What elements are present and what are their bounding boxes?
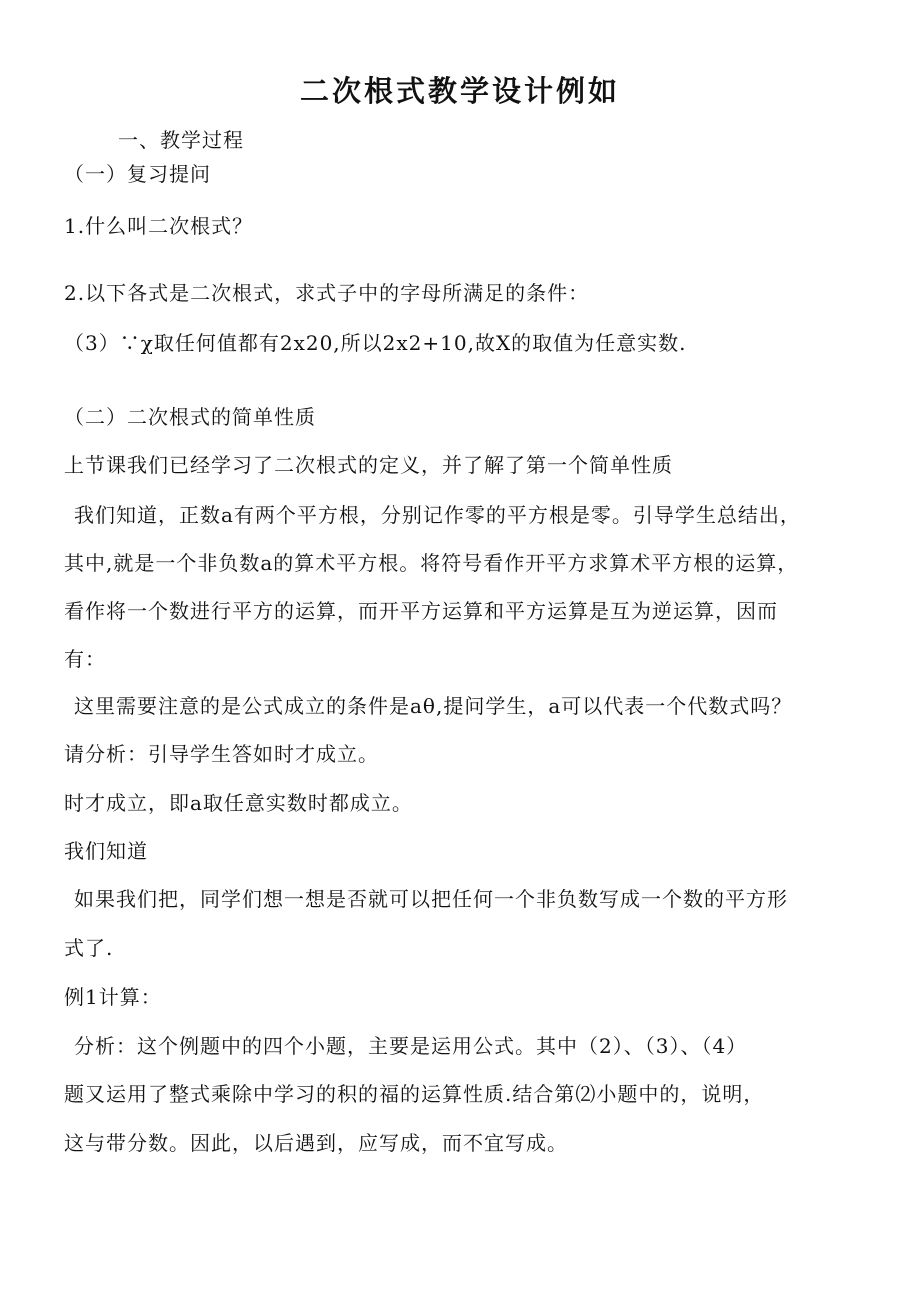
paragraph-line: 请分析：引导学生答如时才成立。 [64,742,379,766]
paragraph-line: 这与带分数。因此，以后遇到，应写成，而不宜写成。 [64,1131,568,1155]
document-title: 二次根式教学设计例如 [299,74,620,108]
paragraph-line: 式了. [64,936,114,960]
example-heading: 例1计算： [64,985,162,1009]
question-1: 1.什么叫二次根式？ [64,214,254,238]
paragraph-line: 这里需要注意的是公式成立的条件是aθ,提问学生，a可以代表一个代数式吗？ [74,694,793,718]
question-2: 2.以下各式是二次根式，求式子中的字母所满足的条件： [64,281,590,305]
paragraph-line: 我们知道，正数a有两个平方根，分别记作零的平方根是零。引导学生总结出， [74,503,801,527]
subsection-heading-review: （一）复习提问 [64,162,211,186]
paragraph-line: 题又运用了整式乘除中学习的积的福的运算性质.结合第⑵小题中的，说明， [64,1082,765,1106]
paragraph-line: 看作将一个数进行平方的运算，而开平方运算和平方运算是互为逆运算，因而 [64,599,778,623]
subsection-heading-properties: （二）二次根式的简单性质 [64,405,316,429]
section-heading-teaching-process: 一、教学过程 [118,128,244,152]
paragraph-line: 如果我们把，同学们想一想是否就可以把任何一个非负数写成一个数的平方形 [74,887,788,911]
paragraph-line: 分析：这个例题中的四个小题，主要是运用公式。其中（2）、（3）、（4） [74,1034,748,1058]
paragraph-line: 其中,就是一个非负数a的算术平方根。将符号看作开平方求算术平方根的运算， [64,551,799,575]
paragraph-line: 时才成立，即a取任意实数时都成立。 [64,791,413,815]
paragraph-line: 我们知道 [64,839,148,863]
paragraph-line: 有： [64,647,106,671]
answer-3: （3）∵χ取任何值都有2x20,所以2x2+10,故X的取值为任意实数. [64,331,687,355]
paragraph-line: 上节课我们已经学习了二次根式的定义，并了解了第一个简单性质 [64,453,673,477]
